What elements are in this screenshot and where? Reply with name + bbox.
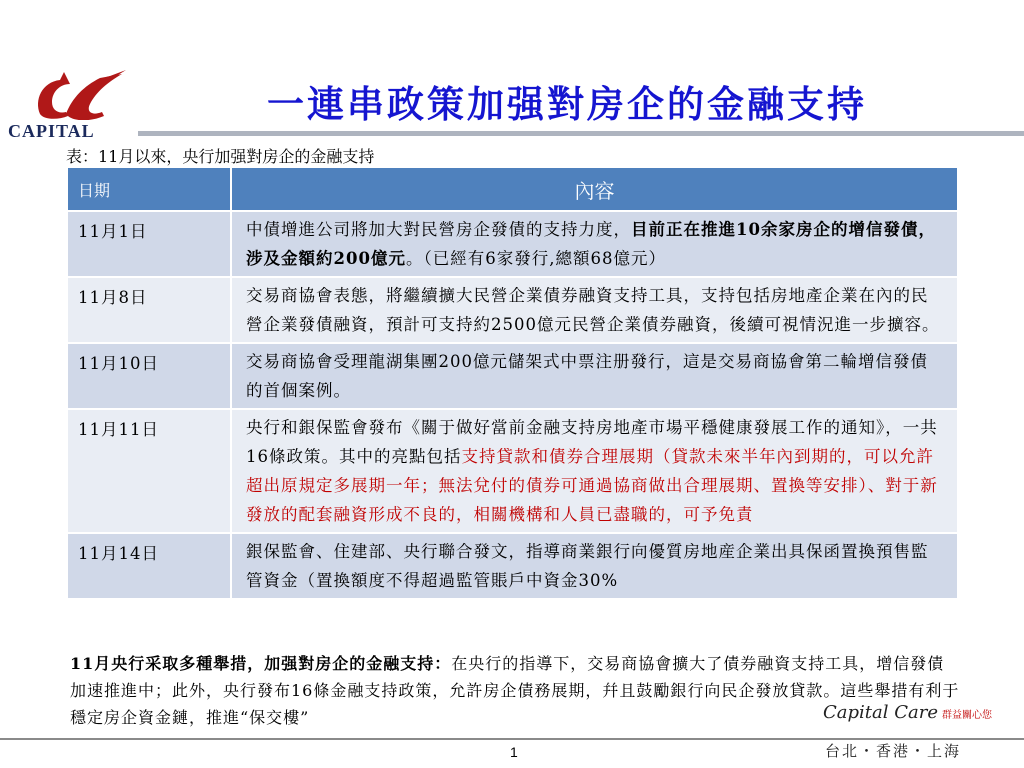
capital-care-wordmark: Capital Care xyxy=(823,702,938,723)
table-row xyxy=(67,343,958,409)
header-content: 內容 xyxy=(231,167,958,211)
table-row xyxy=(67,211,958,277)
slide-title: 一連串政策加强對房企的金融支持 xyxy=(267,83,867,126)
content-segment: 中債增進公司將加大對民營房企發債的支持力度， xyxy=(246,220,631,239)
table-row xyxy=(67,533,958,599)
row-content xyxy=(231,211,958,277)
content-segment: 支持貸款和債券合理展期（貸款未來半年內到期的，可以允許超出原規定多展期一年；無法兌付的債券可通過協商做出合理展期、置換等安排）、對于新發放的配套融資形成不良的，相關機構和人員已盡職的，可予免責 xyxy=(246,447,938,524)
row-date: 11月8日 xyxy=(67,277,231,343)
header-date: 日期 xyxy=(67,167,231,211)
content-segment: 央行和銀保監會發布《關于做好當前金融支持房地產市場平穩健康發展工作的通知》，一共16條政策。其中的亮點包括 xyxy=(246,418,938,466)
office-cities: 台北・香港・上海 xyxy=(825,742,962,760)
content-segment: 交易商協會表態，將繼續擴大民營企業債券融資支持工具，支持包括房地產企業在內的民營企業發債融資，預計可支持約2500億元民營企業債券融資，後續可視情況進一步擴容。 xyxy=(246,286,940,334)
row-content xyxy=(231,277,958,343)
content-segment: 銀保監會、住建部、央行聯合發文，指導商業銀行向優質房地産企業出具保函置換預售監管資金（置換額度不得超過監管賬戶中資金30% xyxy=(246,542,929,590)
policy-table xyxy=(66,166,959,600)
row-date: 11月11日 xyxy=(67,409,231,533)
row-content xyxy=(231,533,958,599)
table-header-row xyxy=(67,167,958,211)
table-row xyxy=(67,409,958,533)
title-divider xyxy=(138,131,1024,136)
row-date: 11月1日 xyxy=(67,211,231,277)
content-segment: 。（已經有6家發行,總額68億元） xyxy=(405,249,666,268)
row-date: 11月14日 xyxy=(67,533,231,599)
logo-wordmark: CAPITAL xyxy=(8,121,95,141)
table-row xyxy=(67,277,958,343)
capital-care-logo xyxy=(823,702,1018,732)
content-segment: 目前正在推進10余家房企的增信發債，涉及金額約200億元 xyxy=(246,220,936,268)
summary-lead: 11月央行采取多種舉措，加强對房企的金融支持： xyxy=(70,654,452,673)
content-segment: 交易商協會受理龍湖集團200億元儲架式中票注册發行，這是交易商協會第二輪增信發債的首個案例。 xyxy=(246,352,928,400)
table-caption: 表：11月以來，央行加强對房企的金融支持 xyxy=(66,147,375,166)
row-date: 11月10日 xyxy=(67,343,231,409)
page-number: 1 xyxy=(510,744,518,760)
row-content xyxy=(231,409,958,533)
capital-care-slogan: 群益關心您 xyxy=(942,710,992,721)
row-content xyxy=(231,343,958,409)
summary-text: 在央行的指導下，交易商協會擴大了債券融資支持工具，增信發債加速推進中；此外，央行發布16條金融支持政策，允許房企債務展期，幷且鼓勵銀行向民企發放貸款。這些舉措有利于穩定房企資金鏈，推進“保交樓” xyxy=(70,654,960,727)
